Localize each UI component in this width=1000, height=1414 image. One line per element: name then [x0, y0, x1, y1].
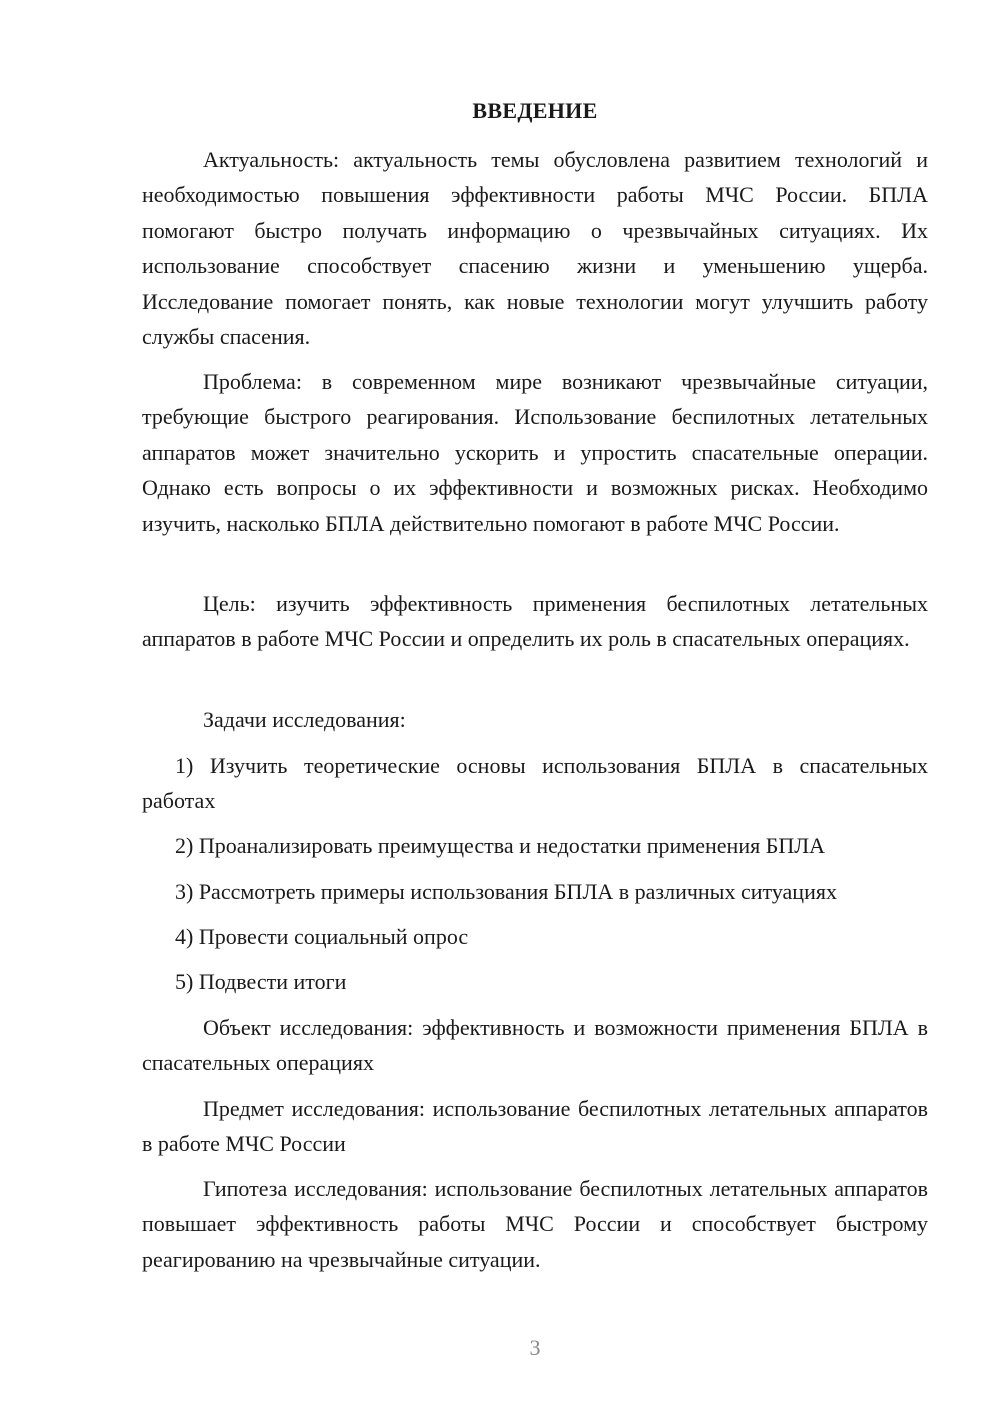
hypothesis-paragraph: Гипотеза исследования: использование беспилотных летательных аппаратов повышает эффективность работы МЧС России и способствует быстрому реагированию на чрезвычайные ситуации.: [142, 1176, 928, 1272]
problem-paragraph: Проблема: в современном мире возникают чрезвычайные ситуации, требующие быстрого реагирования. Использование беспилотных летательных аппаратов может значительно ускорить и упростить спасательные операции. Однако есть вопросы о их эффективности и возможных рисках. Необходимо изучить, насколько БПЛА действительно помогают в работе МЧС России.: [142, 369, 928, 536]
goal-paragraph: Цель: изучить эффективность применения беспилотных летательных аппаратов в работе МЧС России и определить их роль в спасательных операциях.: [142, 591, 928, 652]
subject-paragraph: Предмет исследования: использование беспилотных летательных аппаратов в работе МЧС России: [142, 1096, 928, 1157]
task-item-2: 2) Проанализировать преимущества и недостатки применения БПЛА: [175, 833, 826, 858]
page-number: 3: [529, 1335, 541, 1360]
relevance-paragraph: Актуальность: актуальность темы обусловлена развитием технологий и необходимостью повышения эффективности работы МЧС России. БПЛА помогают быстро получать информацию о чрезвычайных ситуациях. Их использование способствует спасению жизни и уменьшению ущерба. Исследование помогает понять, как новые технологии могут улучшить работу службы спасения.: [142, 147, 928, 350]
task-item-1: 1) Изучить теоретические основы использования БПЛА в спасательных работах: [142, 753, 928, 814]
task-item-3: 3) Рассмотреть примеры использования БПЛА в различных ситуациях: [175, 879, 837, 904]
tasks-heading: Задачи исследования:: [203, 707, 406, 732]
document-title: ВВЕДЕНИЕ: [472, 98, 598, 123]
task-item-5: 5) Подвести итоги: [175, 969, 347, 994]
task-item-4: 4) Провести социальный опрос: [175, 924, 469, 949]
object-paragraph: Объект исследования: эффективность и возможности применения БПЛА в спасательных операциях: [142, 1015, 928, 1076]
